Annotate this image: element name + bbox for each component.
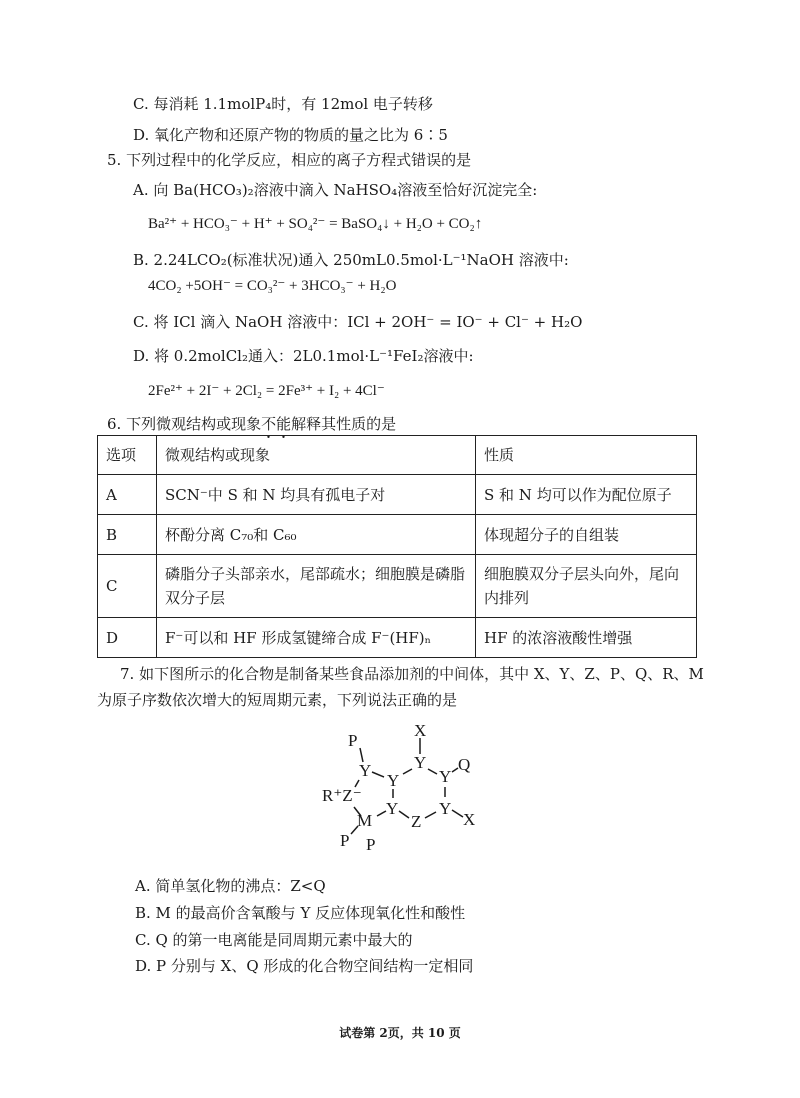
atom-z-ring: Z (411, 812, 422, 831)
atom-p-top: P (348, 731, 358, 750)
q6-row-c (98, 555, 697, 618)
atom-q: Q (458, 755, 471, 774)
q7-structure-diagram (300, 722, 520, 862)
atom-y-2: Y (387, 771, 400, 790)
q4-option-c: C. 每消耗 1.1molP₄时，有 12mol 电子转移 (133, 95, 433, 113)
bond-y-z-ring (399, 811, 409, 818)
atom-m: M (357, 811, 373, 830)
q6-row-a-structure: SCN⁻中 S 和 N 均具有孤电子对 (157, 475, 476, 515)
q6-row-b-option: B (98, 515, 157, 555)
bond-m-y (377, 811, 386, 816)
bond-z-y (425, 812, 436, 818)
q6-row-a (98, 475, 697, 515)
q7-option-c: C. Q 的第一电离能是同周期元素中最大的 (135, 931, 413, 949)
bond-y-y-top (403, 769, 412, 774)
q6-table (97, 435, 697, 658)
q6-header-property: 性质 (476, 436, 697, 475)
q7-option-a: A. 简单氢化物的沸点：Z<Q (135, 877, 326, 895)
q6-stem-emphasis: 不能 (261, 415, 292, 433)
q6-row-c-property: 细胞膜双分子层头向外，尾向内排列 (476, 555, 697, 618)
atom-y-5: Y (386, 799, 399, 818)
q6-row-b (98, 515, 697, 555)
q6-row-a-option: A (98, 475, 157, 515)
q6-stem-pre: 6. 下列微观结构或现象 (107, 415, 262, 433)
q6-row-c-structure: 磷脂分子头部亲水，尾部疏水；细胞膜是磷脂双分子层 (157, 555, 476, 618)
q7-stem-line2: 为原子序数依次增大的短周期元素，下列说法正确的是 (97, 691, 458, 709)
q7-option-b: B. M 的最高价含氧酸与 Y 反应体现氧化性和酸性 (135, 904, 466, 922)
q7-stem-line1: 7. 如下图所示的化合物是制备某些食品添加剂的中间体，其中 X、Y、Z、P、Q、R、M (120, 665, 704, 683)
q6-row-d-option: D (98, 618, 157, 658)
atom-x-right: X (463, 810, 476, 829)
q4-option-d: D. 氧化产物和还原产物的物质的量之比为 6∶5 (133, 126, 448, 144)
q6-header-row (98, 436, 697, 475)
q5-equation-b: 4CO₂ +5OH⁻ = CO₃²⁻ + 3HCO₃⁻ + H₂O (148, 278, 397, 294)
q5-equation-d: 2Fe²⁺ + 2I⁻ + 2Cl₂ = 2Fe³⁺ + I₂ + 4Cl⁻ (148, 383, 385, 399)
q5-option-a: A. 向 Ba(HCO₃)₂溶液中滴入 NaHSO₄溶液至恰好沉淀完全: (133, 181, 538, 199)
q6-header-option: 选项 (98, 436, 157, 475)
bond-y-x (452, 810, 463, 817)
q5-option-c: C. 将 ICl 滴入 NaOH 溶液中：ICl + 2OH⁻ = IO⁻ + Cl⁻ + H₂O (133, 313, 583, 331)
page-footer: 试卷第 2页，共 10 页 (339, 1026, 461, 1040)
atom-p-bottom-left: P (340, 831, 350, 850)
q5-equation-a: Ba²⁺ + HCO₃⁻ + H⁺ + SO₄²⁻ = BaSO₄↓ + H₂O + CO₂↑ (148, 216, 483, 232)
q6-row-c-option: C (98, 555, 157, 618)
atom-p-bottom-right: P (366, 835, 376, 854)
q6-row-b-property: 体现超分子的自组装 (476, 515, 697, 555)
bond-y-y-right (428, 769, 437, 774)
atom-x-top: X (414, 722, 427, 740)
q5-stem: 5. 下列过程中的化学反应，相应的离子方程式错误的是 (107, 151, 472, 169)
q5-option-d: D. 将 0.2molCl₂通入：2L0.1mol·L⁻¹FeI₂溶液中: (133, 347, 474, 365)
atom-y-6: Y (439, 799, 452, 818)
atom-y-4: Y (439, 767, 452, 786)
q5-option-b: B. 2.24LCO₂(标准状况)通入 250mL0.5mol·L⁻¹NaOH 溶液中: (133, 251, 569, 269)
q7-option-d: D. P 分别与 X、Q 形成的化合物空间结构一定相同 (135, 957, 474, 975)
atom-y-3: Y (414, 753, 427, 772)
q6-row-b-structure: 杯酚分离 C₇₀和 C₆₀ (157, 515, 476, 555)
atom-y-1: Y (359, 761, 372, 780)
bond-p-y (360, 748, 363, 762)
bond-y-y-left (372, 772, 384, 777)
q6-row-a-property: S 和 N 均可以作为配位原子 (476, 475, 697, 515)
q6-header-structure: 微观结构或现象 (157, 436, 476, 475)
q6-row-d-property: HF 的浓溶液酸性增强 (476, 618, 697, 658)
q6-row-d-structure: F⁻可以和 HF 形成氢键缔合成 F⁻(HF)ₙ (157, 618, 476, 658)
q6-row-d (98, 618, 697, 658)
q6-stem-post: 解释其性质的是 (291, 415, 397, 433)
atom-r-z: R⁺Z⁻ (322, 786, 362, 805)
